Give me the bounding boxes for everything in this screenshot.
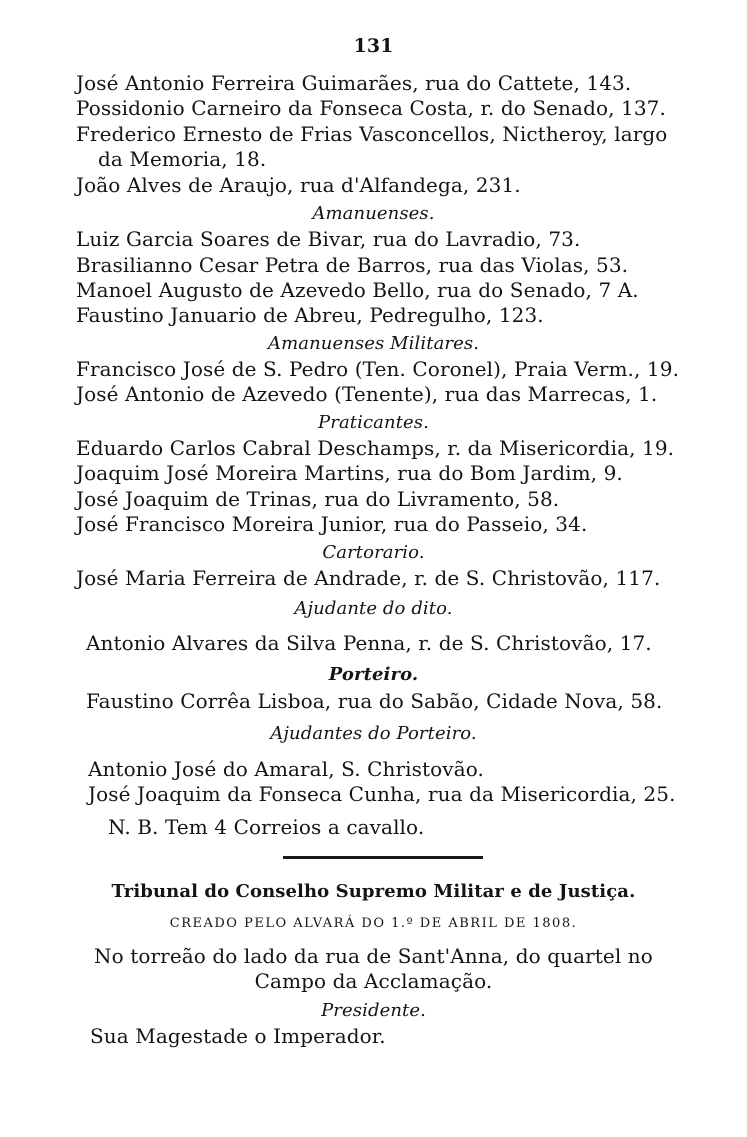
- entry-line: Antonio José do Amaral, S. Christovão.: [88, 757, 484, 781]
- tribunal-creation: CREADO PELO ALVARÁ DO 1.º DE ABRIL DE 1808.: [169, 916, 578, 931]
- section-heading: Presidente.: [321, 1000, 426, 1021]
- tribunal-location: No torreão do lado da rua de Sant'Anna, do quartel no: [94, 944, 653, 968]
- entry-line: José Francisco Moreira Junior, rua do Passeio, 34.: [76, 512, 588, 536]
- entry-line: José Antonio Ferreira Guimarães, rua do Cattete, 143.: [76, 71, 632, 95]
- entry-line: Sua Magestade o Imperador.: [90, 1024, 386, 1048]
- page-number: 131: [353, 35, 394, 57]
- section-heading: Cartorario.: [322, 542, 425, 563]
- entry-line: da Memoria, 18.: [98, 147, 267, 171]
- entry-line: Joaquim José Moreira Martins, rua do Bom Jardim, 9.: [76, 461, 623, 485]
- tribunal-title: Tribunal do Conselho Supremo Militar e de Justiça.: [111, 881, 636, 902]
- section-heading: Amanuenses Militares.: [267, 333, 480, 354]
- section-divider: [283, 856, 483, 859]
- entry-line: José Joaquim da Fonseca Cunha, rua da Misericordia, 25.: [88, 782, 676, 806]
- entry-line: Possidonio Carneiro da Fonseca Costa, r. do Senado, 137.: [76, 96, 666, 120]
- entry-line: Luiz Garcia Soares de Bivar, rua do Lavradio, 73.: [76, 227, 581, 251]
- entry-line: Manoel Augusto de Azevedo Bello, rua do Senado, 7 A.: [76, 278, 639, 302]
- entry-line: José Antonio de Azevedo (Tenente), rua das Marrecas, 1.: [76, 382, 658, 406]
- entry-line: Frederico Ernesto de Frias Vasconcellos, Nictheroy, largo: [76, 122, 668, 146]
- entry-line: José Maria Ferreira de Andrade, r. de S. Christovão, 117.: [76, 566, 661, 590]
- entry-line: Faustino Corrêa Lisboa, rua do Sabão, Cidade Nova, 58.: [86, 689, 663, 713]
- entry-line: Faustino Januario de Abreu, Pedregulho, 123.: [76, 303, 544, 327]
- entry-line: Eduardo Carlos Cabral Deschamps, r. da Misericordia, 19.: [76, 436, 675, 460]
- entry-line: Antonio Alvares da Silva Penna, r. de S. Christovão, 17.: [86, 631, 652, 655]
- section-heading: Porteiro.: [328, 664, 419, 685]
- section-heading: Praticantes.: [318, 412, 429, 433]
- entry-line: Brasilianno Cesar Petra de Barros, rua das Violas, 53.: [76, 253, 629, 277]
- section-heading: Ajudantes do Porteiro.: [270, 723, 477, 744]
- tribunal-location: Campo da Acclamação.: [254, 969, 493, 993]
- entry-line: Francisco José de S. Pedro (Ten. Coronel), Praia Verm., 19.: [76, 357, 680, 381]
- section-heading: Amanuenses.: [312, 203, 435, 224]
- entry-line: José Joaquim de Trinas, rua do Livramento, 58.: [76, 487, 560, 511]
- note-line: N. B. Tem 4 Correios a cavallo.: [108, 815, 425, 839]
- entry-line: João Alves de Araujo, rua d'Alfandega, 231.: [76, 173, 521, 197]
- section-heading: Ajudante do dito.: [294, 598, 453, 619]
